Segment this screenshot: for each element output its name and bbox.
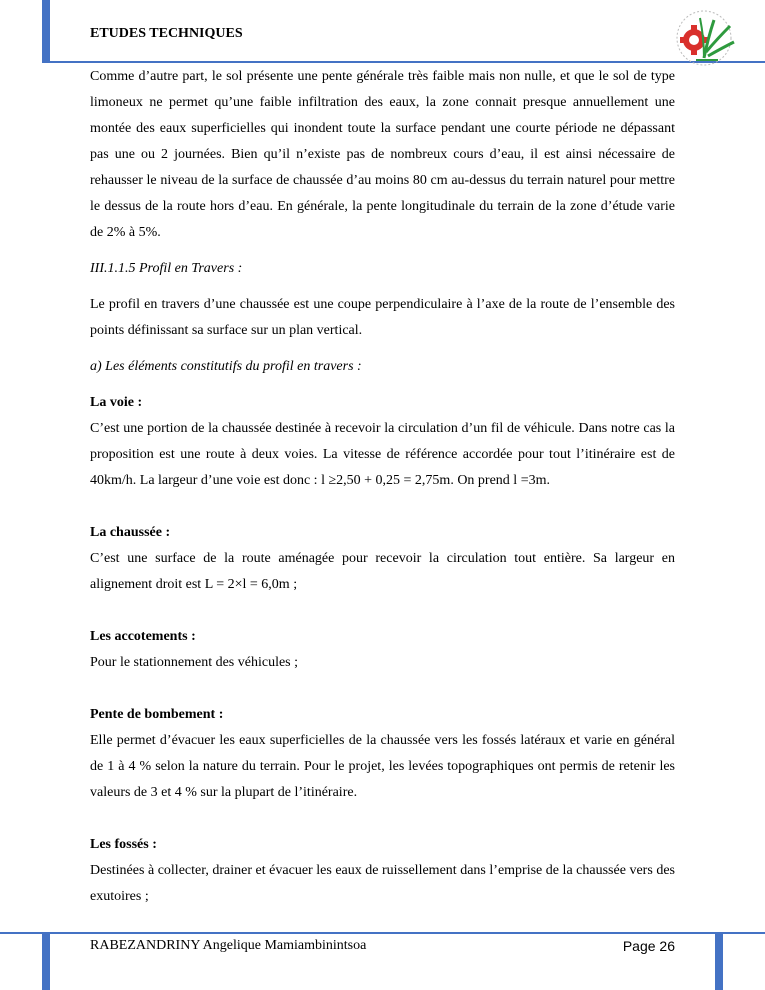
chaussee-title: La chaussée :	[90, 525, 171, 540]
page-number: Page 26	[622, 938, 675, 954]
fosses-title: Les fossés :	[90, 837, 157, 852]
subheading-elements: a) Les éléments constitutifs du profil en travers :	[90, 359, 362, 374]
footer-rule	[0, 932, 765, 934]
header-left-bar	[42, 0, 50, 62]
voie-title: La voie :	[90, 395, 143, 410]
accotements-text: Pour le stationnement des véhicules ;	[90, 655, 299, 670]
pente-title: Pente de bombement :	[90, 707, 224, 722]
accotements-title: Les accotements :	[90, 629, 196, 644]
pente-text: Elle permet d’évacuer les eaux superficielles de la chaussée vers les fossés latéraux et varie en général de 1 à 4 % selon la nature du terrain. Pour le projet, les levées topographiques ont permis de retenir les valeurs de 3 et 4 % sur la plupart de l’itinéraire.	[90, 733, 675, 800]
fosses-text: Destinées à collecter, drainer et évacuer les eaux de ruissellement dans l’emprise de la chaussée vers des exutoires ;	[90, 863, 675, 904]
chaussee-text: C’est une surface de la route aménagée pour recevoir la circulation tout entière. Sa largeur en alignement droit est L = 2×l = 6,0m ;	[90, 551, 675, 592]
footer-right-bar	[715, 932, 723, 990]
section-heading: III.1.1.5 Profil en Travers :	[90, 261, 243, 276]
footer-left-bar	[42, 932, 50, 990]
university-logo	[674, 8, 740, 68]
voie-text: C’est une portion de la chaussée destinée à recevoir la circulation d’un fil de véhicule. Dans notre cas la proposition est une route à deux voies. La vitesse de référence accordée pour tout l’itinéraire est de 40km/h. La largeur d’une voie est donc : l ≥2,50 + 0,25 = 2,75m. On prend l =3m.	[90, 421, 675, 488]
footer-author: RABEZANDRINY Angelique Mamiambinintsoa	[90, 938, 367, 953]
header-title: ETUDES TECHNIQUES	[90, 26, 243, 41]
page-content	[90, 64, 675, 910]
paragraph-terrain: Comme d’autre part, le sol présente une pente générale très faible mais non nulle, et que le sol de type limoneux ne permet qu’une faible infiltration des eaux, la zone connait presque annuellement une montée des eaux superficielles qui inondent toute la surface pendant une courte période ne dépassant pas une ou 2 journées. Bien qu’il n’existe pas de nombreux cours d’eau, il est ainsi nécessaire de rehausser le niveau de la surface de chaussée d’au moins 80 cm au-dessus du terrain naturel pour mettre le dessus de la route hors d’eau. En générale, la pente longitudinale du terrain de la zone d’étude varie de 2% à 5%.	[90, 69, 675, 240]
paragraph-profil: Le profil en travers d’une chaussée est une coupe perpendiculaire à l’axe de la route de l’ensemble des points définissant sa surface sur un plan vertical.	[90, 297, 675, 338]
header-rule	[42, 61, 765, 63]
